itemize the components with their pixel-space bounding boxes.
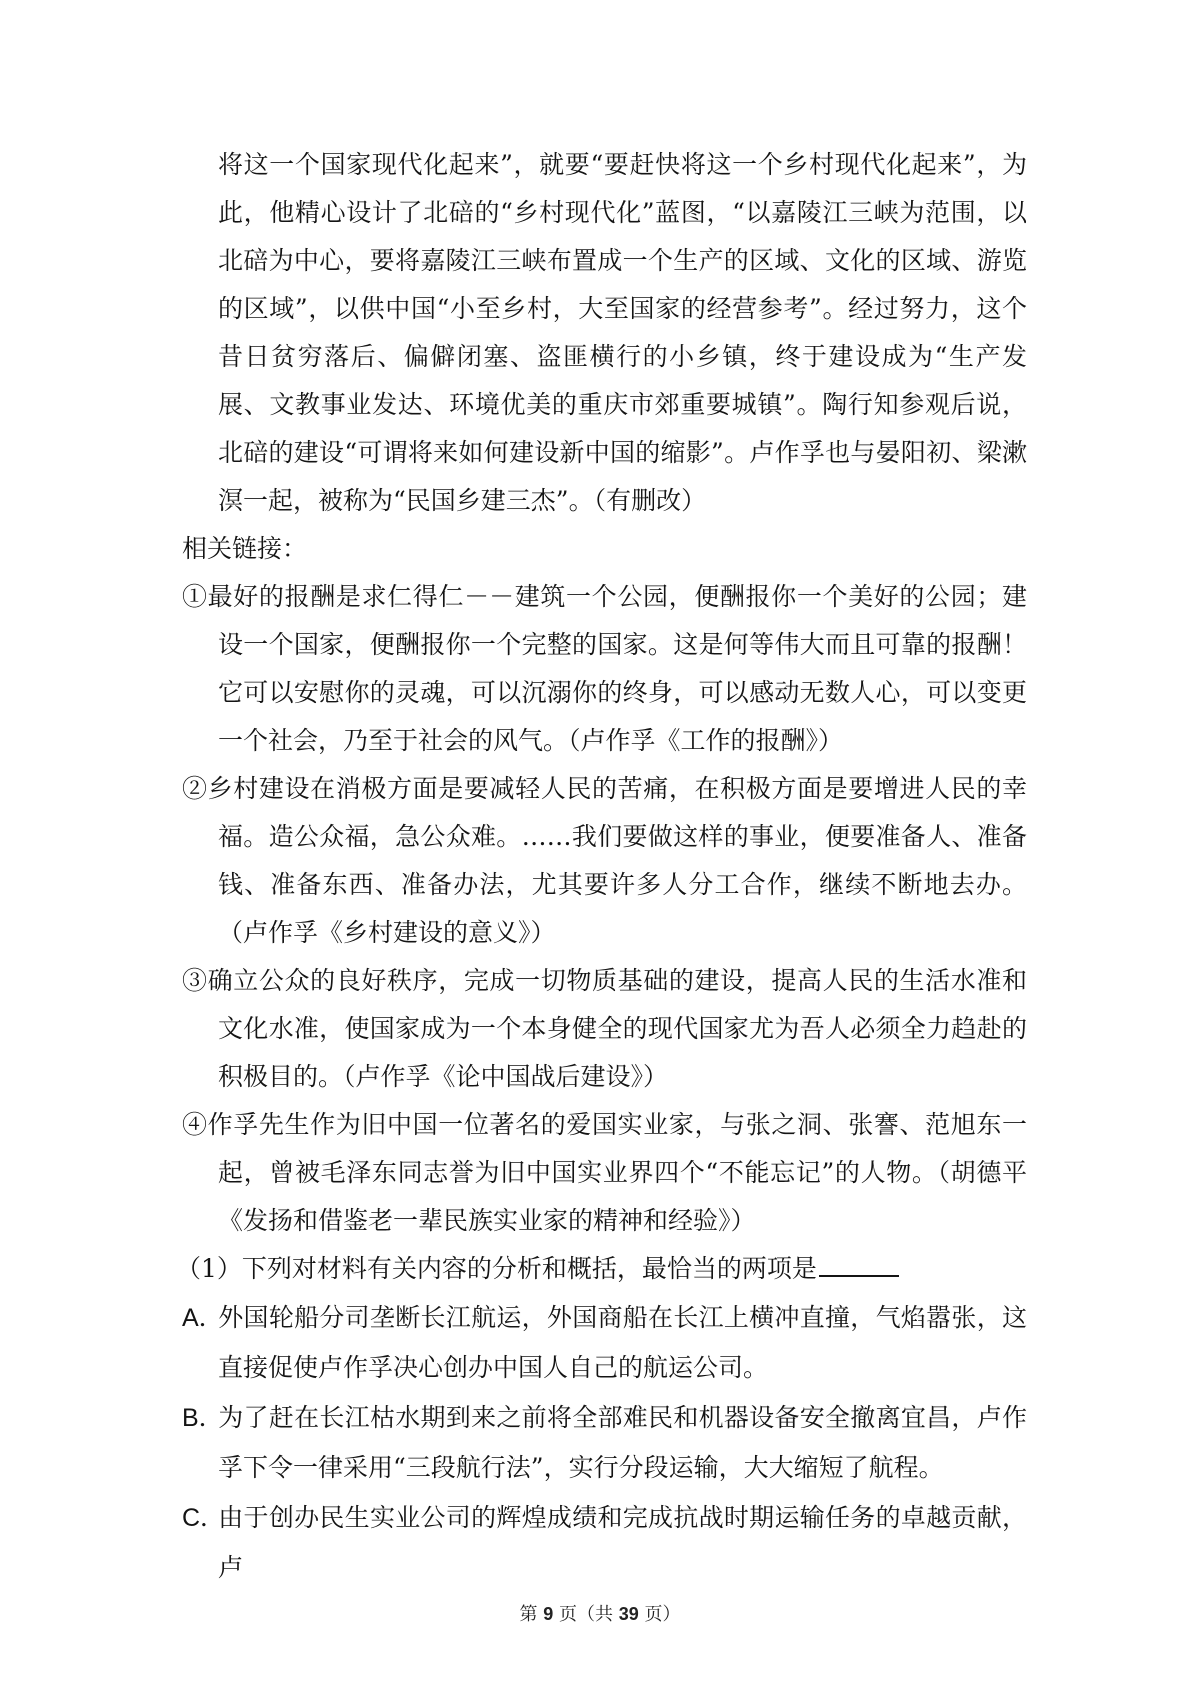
- link-item-3: ③确立公众的良好秩序，完成一切物质基础的建设，提高人民的生活水准和文化水准，使国家成为一个本身健全的现代国家尤为吾人必须全力趋赴的积极目的。（卢作孚《论中国战后建设》）: [182, 966, 1027, 1091]
- option-b: [182, 1393, 1027, 1493]
- link-item-2: ②乡村建设在消极方面是要减轻人民的苦痛，在积极方面是要增进人民的幸福。造公众福，急公众难。……我们要做这样的事业，便要准备人、准备钱、准备东西、准备办法，尤其要许多人分工合作，继续不断地去办。（卢作孚《乡村建设的意义》）: [182, 774, 1027, 947]
- links-heading: 相关链接：: [182, 534, 308, 563]
- footer-prefix: 第: [519, 1604, 538, 1625]
- option-a: [182, 1293, 1027, 1393]
- link-item-1: ①最好的报酬是求仁得仁－－建筑一个公园，便酬报你一个美好的公园；建设一个国家，便酬报你一个完整的国家。这是何等伟大而且可靠的报酬！它可以安慰你的灵魂，可以沉溺你的终身，可以感动无数人心，可以变更一个社会，乃至于社会的风气。（卢作孚《工作的报酬》）: [182, 582, 1027, 755]
- passage-paragraph: 将这一个国家现代化起来”，就要“要赶快将这一个乡村现代化起来”，为此，他精心设计了北碚的“乡村现代化”蓝图，“以嘉陵江三峡为范围，以北碚为中心，要将嘉陵江三峡布置成一个生产的区域、文化的区域、游览的区域”，以供中国“小至乡村，大至国家的经营参考”。经过努力，这个昔日贫穷落后、偏僻闭塞、盗匪横行的小乡镇，终于建设成为“生产发展、文教事业发达、环境优美的重庆市郊重要城镇”。陶行知参观后说，北碚的建设“可谓将来如何建设新中国的缩影”。卢作孚也与晏阳初、梁漱溟一起，被称为“民国乡建三杰”。（有删改）: [218, 150, 1027, 515]
- footer-total-pages: 39: [618, 1604, 639, 1624]
- option-c-text: 由于创办民生实业公司的辉煌成绩和完成抗战时期运输任务的卓越贡献，卢: [218, 1503, 1027, 1582]
- option-a-label: A．: [182, 1304, 224, 1332]
- question-stem-text: （1）下列对材料有关内容的分析和概括，最恰当的两项是: [176, 1254, 817, 1283]
- footer-middle: 页（共: [558, 1604, 613, 1625]
- answer-blank: [819, 1247, 899, 1277]
- option-c-label: C．: [182, 1504, 226, 1532]
- option-b-text: 为了赶在长江枯水期到来之前将全部难民和机器设备安全撤离宜昌，卢作孚下令一律采用“三段航行法”，实行分段运输，大大缩短了航程。: [218, 1403, 1027, 1482]
- page-content: [176, 141, 1027, 1593]
- page-footer: [0, 1600, 1200, 1626]
- link-item-4: ④作孚先生作为旧中国一位著名的爱国实业家，与张之洞、张謇、范旭东一起，曾被毛泽东同志誉为旧中国实业界四个“不能忘记”的人物。（胡德平《发扬和借鉴老一辈民族实业家的精神和经验》）: [182, 1110, 1027, 1235]
- option-a-text: 外国轮船分司垄断长江航运，外国商船在长江上横冲直撞，气焰嚣张，这直接促使卢作孚决心创办中国人自己的航运公司。: [218, 1303, 1027, 1382]
- footer-suffix: 页）: [644, 1604, 681, 1625]
- option-b-label: B．: [182, 1404, 224, 1432]
- footer-page-number: 9: [543, 1604, 554, 1624]
- option-c: [182, 1493, 1027, 1593]
- question-stem: [176, 1245, 1027, 1293]
